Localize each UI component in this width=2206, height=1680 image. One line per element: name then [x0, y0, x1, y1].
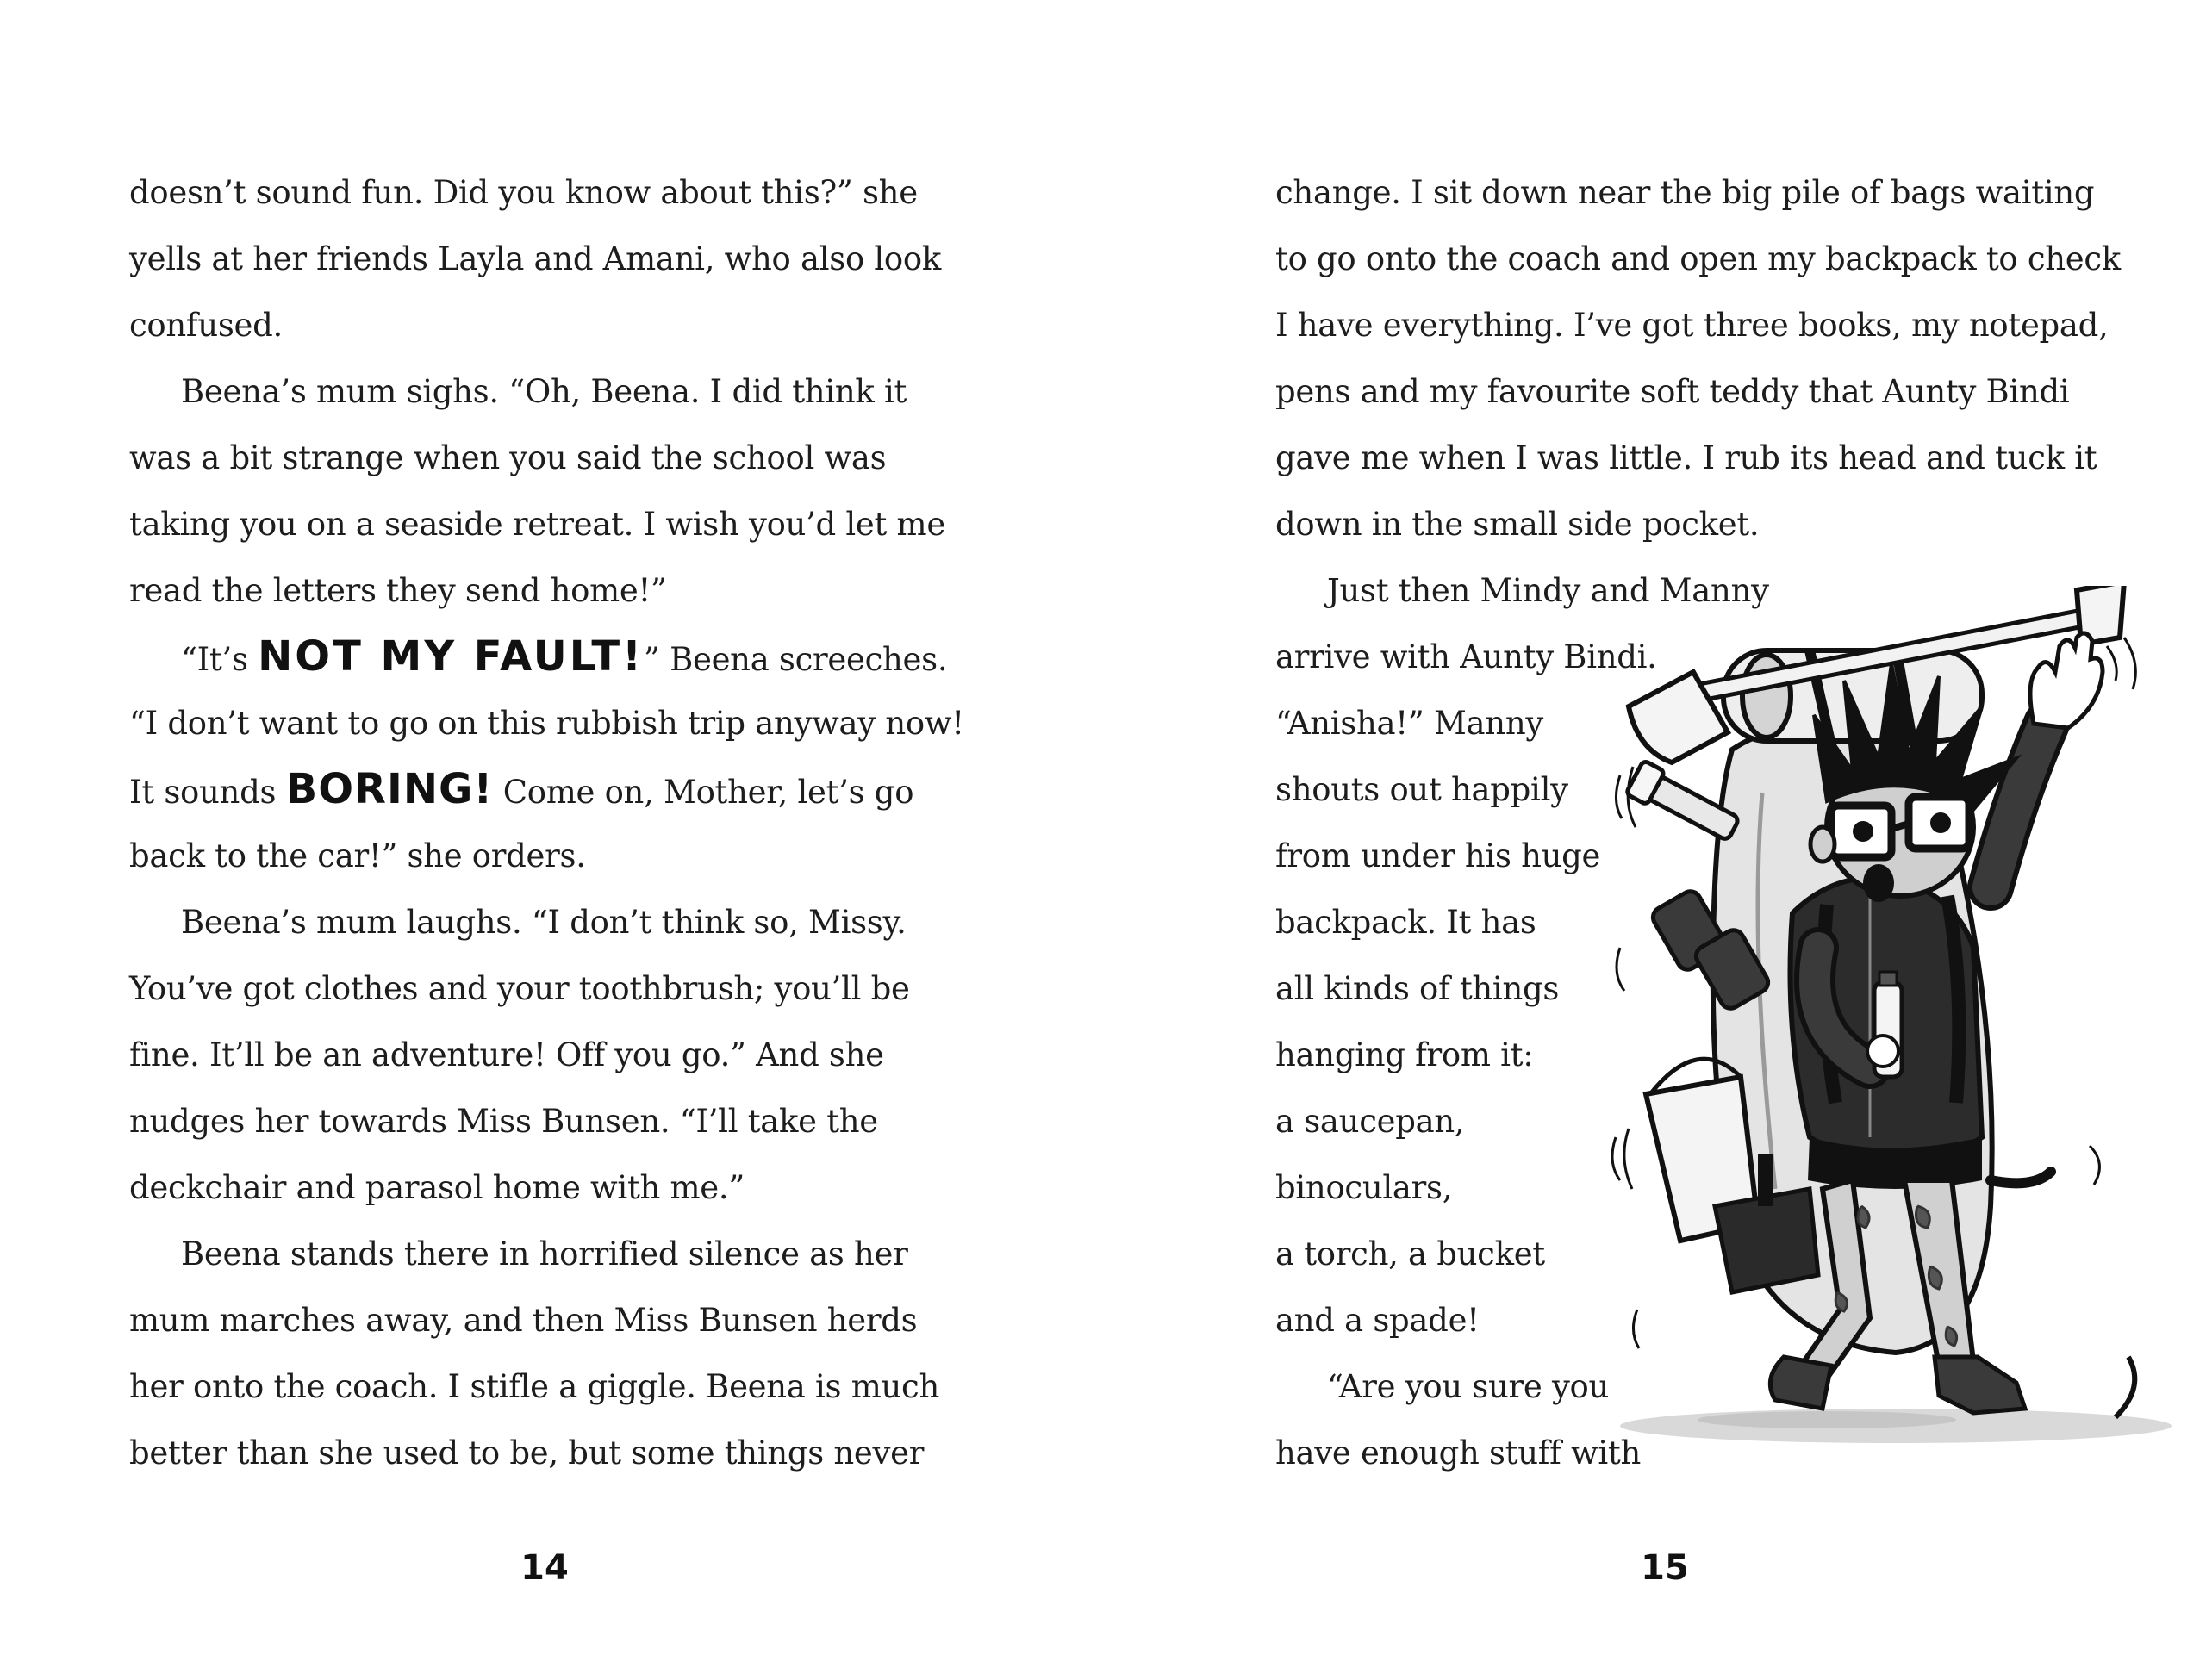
text-line: her onto the coach. I stifle a giggle. Beena is much	[129, 1368, 939, 1405]
bottle-hand	[1867, 1036, 1898, 1067]
text-line: “Anisha!” Manny	[1275, 705, 1543, 742]
text-line: hanging from it:	[1275, 1036, 1534, 1073]
ear	[1810, 827, 1835, 862]
text-line: a saucepan,	[1275, 1103, 1465, 1140]
text-line: gave me when I was little. I rub its head and tuck it	[1275, 439, 2097, 476]
text-line: a torch, a bucket	[1275, 1235, 1545, 1272]
text-line: deckchair and parasol home with me.”	[129, 1169, 745, 1206]
boring-line-end: Come on, Mother, let’s go	[493, 774, 914, 811]
text-line: to go onto the coach and open my backpack to check	[1275, 240, 2121, 277]
text-line: binoculars,	[1275, 1169, 1453, 1206]
text-line: Just then Mindy and Manny	[1327, 572, 1769, 609]
text-line: “I don’t want to go on this rubbish trip anyway now!	[129, 705, 964, 742]
saucepan-motion-lines	[1633, 1310, 1639, 1348]
text-line: confused.	[129, 307, 283, 344]
shout-line	[181, 624, 947, 690]
manny-backpack-illustration	[1611, 586, 2180, 1499]
text-line: Beena’s mum sighs. “Oh, Beena. I did think it	[181, 373, 907, 410]
boring-emphasis: BORING!	[285, 765, 494, 813]
motion-lines	[1617, 948, 1624, 991]
text-line: shouts out happily	[1275, 771, 1568, 808]
page-number: 15	[1641, 1548, 1689, 1588]
text-line: change. I sit down near the big pile of bags waiting	[1275, 174, 2095, 211]
back-trainer	[1770, 1357, 1831, 1409]
shout-line-end: ” Beena screeches.	[644, 641, 948, 678]
shout-line-start: “It’s	[181, 641, 259, 678]
text-line: fine. It’ll be an adventure! Off you go.” And she	[129, 1036, 884, 1073]
text-line: Beena’s mum laughs. “I don’t think so, Missy.	[181, 904, 907, 941]
text-line: I have everything. I’ve got three books, my notepad,	[1275, 307, 2109, 344]
text-line: backpack. It has	[1275, 904, 1536, 941]
text-line: and a spade!	[1275, 1302, 1480, 1339]
text-line: all kinds of things	[1275, 970, 1560, 1007]
kick-motion-line	[2116, 1357, 2134, 1417]
waving-hand	[2030, 633, 2103, 728]
text-line: back to the car!” she orders.	[129, 837, 586, 874]
boring-line	[129, 756, 913, 823]
text-line: was a bit strange when you said the school was	[129, 439, 887, 476]
ground-shadow-dark	[1698, 1411, 1956, 1428]
text-line: Beena stands there in horrified silence as her	[181, 1235, 908, 1272]
text-line: You’ve got clothes and your toothbrush; you’ll be	[129, 970, 910, 1007]
text-line: taking you on a seaside retreat. I wish you’d let me	[129, 506, 945, 543]
text-line: down in the small side pocket.	[1275, 506, 1760, 543]
text-line: from under his huge	[1275, 837, 1601, 874]
text-line: pens and my favourite soft teddy that Aunty Bindi	[1275, 373, 2070, 410]
strap-motion-line	[2090, 1146, 2099, 1185]
saucepan-handle	[1758, 1154, 1773, 1206]
text-line: yells at her friends Layla and Amani, who also look	[129, 240, 941, 277]
left-eye	[1853, 821, 1873, 842]
text-line: nudges her towards Miss Bunsen. “I’ll take the	[129, 1103, 878, 1140]
front-trainer	[1935, 1357, 2025, 1413]
shout-emphasis: NOT MY FAULT!	[258, 632, 644, 681]
text-line: better than she used to be, but some things never	[129, 1434, 925, 1472]
text-line: mum marches away, and then Miss Bunsen herds	[129, 1302, 918, 1339]
wave-lines	[2107, 638, 2135, 689]
text-line: have enough stuff with	[1275, 1434, 1641, 1472]
bucket-motion-lines	[1612, 1129, 1632, 1189]
right-eye	[1930, 812, 1951, 833]
text-line: arrive with Aunty Bindi.	[1275, 638, 1657, 675]
text-line: read the letters they send home!”	[129, 572, 667, 609]
page-number: 14	[520, 1548, 569, 1588]
boring-line-start: It sounds	[129, 774, 286, 811]
text-line: “Are you sure you	[1327, 1368, 1610, 1405]
bottle-cap	[1879, 972, 1897, 986]
dangling-strap	[1991, 1172, 2051, 1183]
open-mouth	[1863, 864, 1894, 902]
text-line: doesn’t sound fun. Did you know about this?” she	[129, 174, 918, 211]
